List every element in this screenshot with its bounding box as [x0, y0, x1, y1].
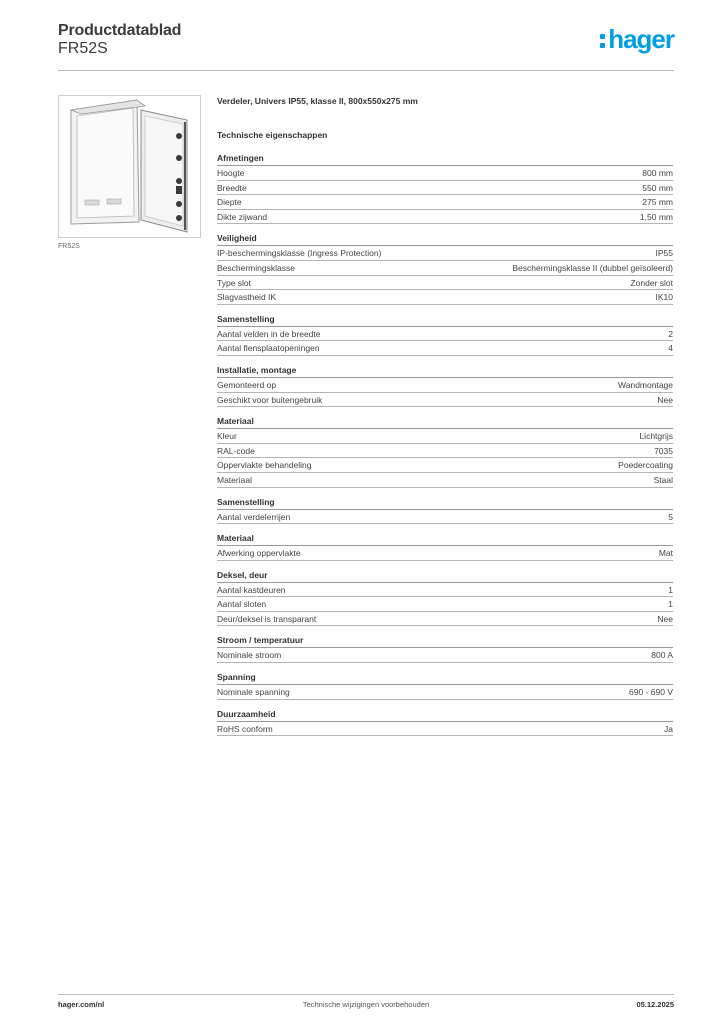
spec-row — [217, 429, 673, 444]
document-type-title: Productdatablad — [58, 22, 182, 39]
hager-logo — [600, 25, 674, 53]
spec-row — [217, 458, 673, 473]
spec-value: Staal — [653, 474, 673, 485]
spec-label: Deur/deksel is transparant — [217, 613, 317, 624]
spec-value: 4 — [668, 343, 673, 354]
spec-row — [217, 473, 673, 488]
product-code: FR52S — [58, 40, 108, 57]
spec-label: Slagvastheid IK — [217, 292, 277, 303]
spec-label: Aantal velden in de breedte — [217, 328, 321, 339]
spec-row — [217, 444, 673, 459]
spec-group — [217, 671, 673, 700]
spec-row — [217, 648, 673, 663]
spec-value: 690 - 690 V — [629, 687, 673, 698]
spec-value: 1,50 mm — [639, 211, 673, 222]
spec-value: Nee — [657, 394, 673, 405]
spec-group — [217, 152, 673, 224]
spec-value: 1 — [668, 584, 673, 595]
spec-row — [217, 583, 673, 598]
product-title: Verdeler, Univers IP55, klasse II, 800x550x275 mm — [217, 96, 418, 106]
spec-group — [217, 415, 673, 487]
spec-label: Hoogte — [217, 168, 245, 178]
spec-row — [217, 546, 673, 561]
spec-group-heading: Installatie, montage — [217, 364, 673, 378]
spec-label: Beschermingsklasse — [217, 262, 295, 273]
spec-label: Aantal kastdeuren — [217, 584, 286, 595]
spec-group-heading: Materiaal — [217, 415, 673, 429]
spec-row — [217, 195, 673, 210]
spec-row — [217, 290, 673, 305]
distribution-cabinet-icon — [59, 96, 200, 237]
spec-row — [217, 685, 673, 700]
spec-group — [217, 569, 673, 627]
spec-group-heading: Samenstelling — [217, 313, 673, 327]
spec-row — [217, 276, 673, 291]
spec-group-heading: Veiligheid — [217, 232, 673, 246]
spec-label: Diepte — [217, 197, 242, 208]
spec-group — [217, 313, 673, 356]
spec-group — [217, 634, 673, 663]
footer-disclaimer: Technische wijzigingen voorbehouden — [302, 1000, 430, 1009]
spec-row — [217, 166, 673, 181]
spec-group — [217, 496, 673, 525]
spec-label: Kleur — [217, 431, 237, 442]
spec-groups — [217, 152, 673, 736]
spec-value: Poedercoating — [618, 460, 673, 471]
spec-value: 275 mm — [642, 197, 673, 208]
spec-row — [217, 722, 673, 737]
spec-value: Lichtgrijs — [639, 431, 673, 442]
spec-row — [217, 181, 673, 196]
spec-value: IK10 — [655, 292, 673, 303]
spec-label: RoHS conform — [217, 723, 273, 734]
section-heading: Technische eigenschappen — [217, 130, 328, 140]
spec-row — [217, 612, 673, 627]
spec-group-heading: Deksel, deur — [217, 569, 673, 583]
spec-group-heading: Materiaal — [217, 532, 673, 546]
spec-group-heading: Stroom / temperatuur — [217, 634, 673, 648]
spec-row — [217, 210, 673, 225]
spec-row — [217, 597, 673, 612]
spec-content — [217, 95, 673, 736]
spec-value: 800 mm — [642, 168, 673, 178]
spec-group-heading: Afmetingen — [217, 152, 673, 166]
spec-label: Gemonteerd op — [217, 379, 277, 390]
spec-value: Beschermingsklasse II (dubbel geïsoleerd) — [512, 262, 673, 273]
spec-label: Nominale spanning — [217, 687, 290, 698]
logo-dots-icon — [600, 34, 605, 48]
spec-value: 5 — [668, 511, 673, 522]
spec-group-heading: Samenstelling — [217, 496, 673, 510]
spec-row — [217, 341, 673, 356]
spec-group — [217, 232, 673, 304]
spec-value: 1 — [668, 599, 673, 610]
spec-group — [217, 708, 673, 737]
spec-value: Ja — [664, 723, 673, 734]
spec-row — [217, 261, 673, 276]
spec-label: Aantal flensplaatopeningen — [217, 343, 320, 354]
spec-value: 7035 — [654, 445, 673, 456]
spec-label: RAL-code — [217, 445, 255, 456]
logo-text: hager — [608, 24, 674, 54]
spec-row — [217, 393, 673, 408]
spec-value: 2 — [668, 328, 673, 339]
spec-group — [217, 364, 673, 407]
spec-value: 550 mm — [642, 182, 673, 193]
spec-row — [217, 246, 673, 261]
spec-row — [217, 378, 673, 393]
spec-label: Aantal sloten — [217, 599, 267, 610]
spec-value: 800 A — [651, 650, 673, 661]
spec-value: Wandmontage — [618, 379, 673, 390]
image-caption: FR52S — [58, 243, 80, 250]
product-image — [58, 95, 201, 238]
spec-value: Mat — [658, 548, 673, 559]
spec-label: Oppervlakte behandeling — [217, 460, 312, 471]
footer-date: 05.12.2025 — [636, 1000, 674, 1009]
spec-label: Nominale stroom — [217, 650, 282, 661]
spec-label: Dikte zijwand — [217, 211, 268, 222]
spec-value: Zonder slot — [630, 277, 673, 288]
spec-label: Breedte — [217, 182, 247, 193]
spec-value: IP55 — [655, 248, 673, 259]
spec-label: Materiaal — [217, 474, 252, 485]
spec-group-heading: Spanning — [217, 671, 673, 685]
spec-group — [217, 532, 673, 561]
spec-label: Geschikt voor buitengebruik — [217, 394, 323, 405]
spec-value: Nee — [657, 613, 673, 624]
spec-row — [217, 510, 673, 525]
spec-label: IP-beschermingsklasse (Ingress Protection) — [217, 248, 382, 259]
spec-label: Type slot — [217, 277, 252, 288]
spec-row — [217, 327, 673, 342]
spec-group-heading: Duurzaamheid — [217, 708, 673, 722]
spec-label: Afwerking oppervlakte — [217, 548, 301, 559]
page-header — [58, 20, 674, 71]
spec-label: Aantal verdelerrijen — [217, 511, 291, 522]
footer-website: hager.com/nl — [58, 1000, 105, 1009]
page-footer — [58, 994, 674, 1009]
